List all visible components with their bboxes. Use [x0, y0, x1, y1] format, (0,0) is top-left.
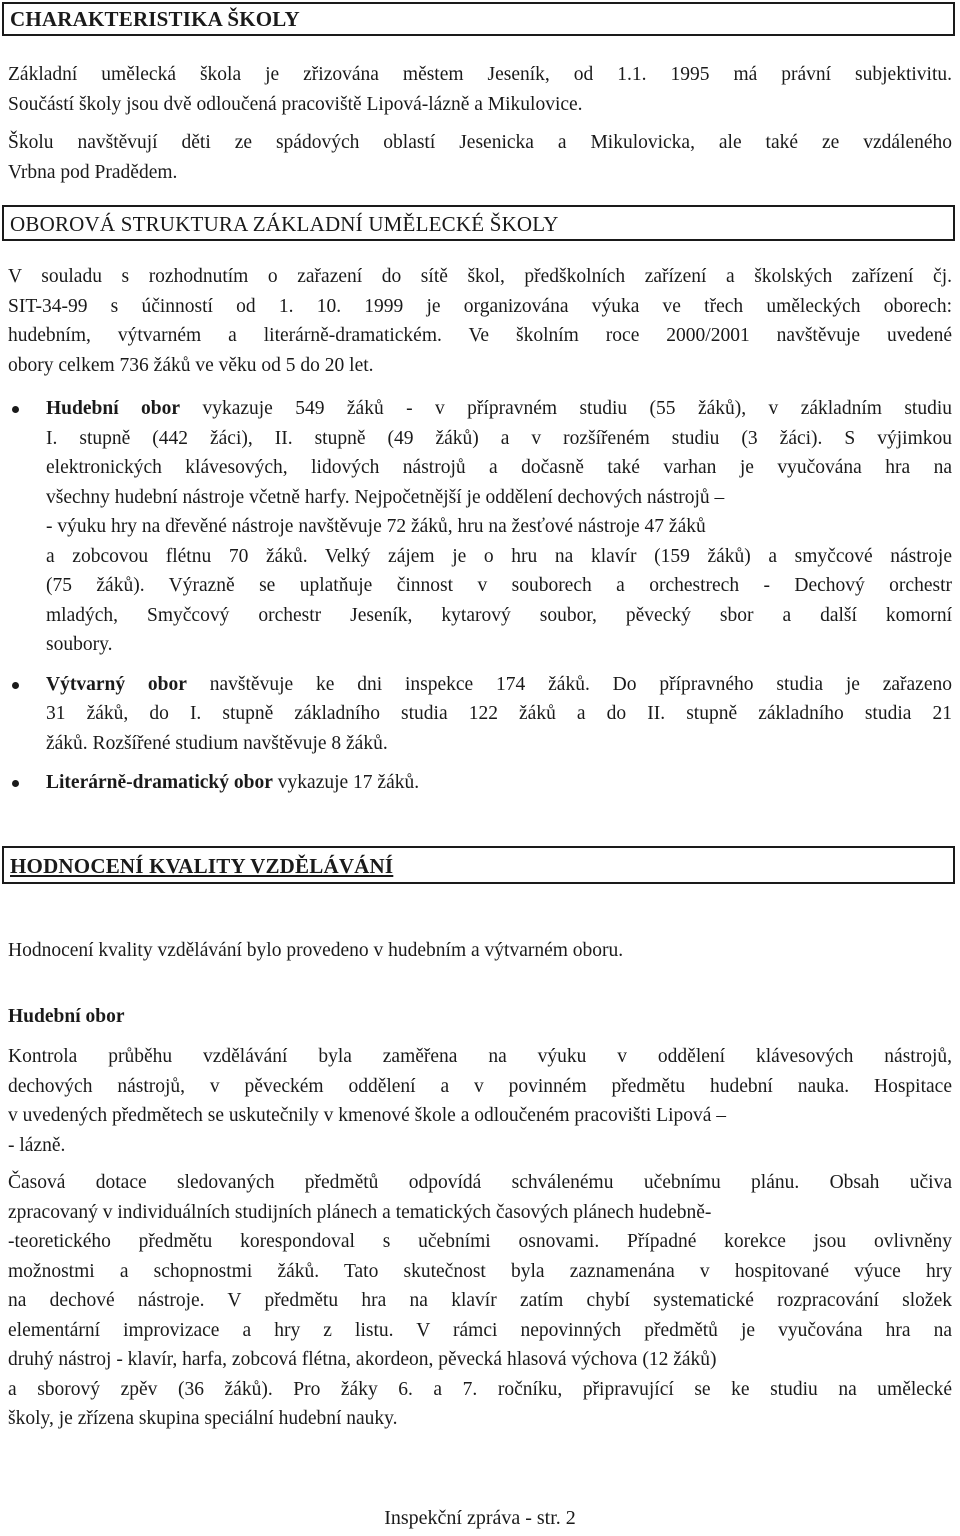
text-line: I. stupně (442 žáci), II. stupně (49 žáků) a v rozšířeném studiu (3 žáci). S výjimkou — [46, 427, 952, 449]
heading-text: CHARAKTERISTIKA ŠKOLY — [10, 7, 300, 31]
heading-text: HODNOCENÍ KVALITY VZDĚLÁVÁNÍ — [10, 854, 394, 878]
text-line: všechny hudební nástroje včetně harfy. Nejpočetnější je oddělení dechových nástrojů – — [46, 486, 725, 508]
text-line: možnostmi a schopnostmi žáků. Tato skutečnost byla zaznamenána v hospitované výuce hry — [8, 1260, 952, 1282]
text-span: vykazuje 17 žáků. — [272, 772, 420, 793]
field-name: Hudební obor — [46, 398, 181, 419]
bullet-icon — [12, 682, 19, 689]
section-heading-quality — [2, 846, 955, 884]
text-line: dechových nástrojů, v pěveckém oddělení a v povinném předmětu hudební nauka. Hospitace — [8, 1075, 952, 1097]
paragraph-quality-intro — [8, 936, 952, 966]
text-line: Kontrola průběhu vzdělávání byla zaměřena na výuku v oddělení klávesových nástrojů, — [8, 1046, 952, 1067]
text-line: V souladu s rozhodnutím o zařazení do sítě škol, předškolních zařízení a školských zařízení čj. — [8, 266, 952, 287]
text-line: soubory. — [46, 634, 113, 655]
text-line: a sborový zpěv (36 žáků). Pro žáky 6. a 7. ročníku, připravující se ke studiu na umělecké — [8, 1378, 952, 1400]
text-line: školy, je zřízena skupina speciální hudební nauky. — [8, 1408, 398, 1429]
text-line: SIT-34-99 s účinností od 1. 10. 1999 je organizována výuka ve třech uměleckých oborech: — [8, 295, 952, 317]
text-line: (75 žáků). Výrazně se uplatňuje činnost v souborech a orchestrech - Dechový orchestr — [46, 575, 952, 596]
paragraph-curriculum — [8, 1168, 952, 1434]
text-line: a zobcovou flétnu 70 žáků. Velký zájem je o hru na klavír (159 žáků) a smyčcové nástroje — [46, 545, 952, 567]
field-name: Literárně-dramatický obor — [46, 772, 273, 793]
paragraph-structure — [8, 262, 952, 380]
list-item-art — [8, 670, 952, 759]
text-line: Základní umělecká škola je zřizována městem Jeseník, od 1.1. 1995 má právní subjektivitu. — [8, 64, 952, 85]
paragraph-inspection-scope — [8, 1042, 952, 1160]
text-line: v uvedených předmětech se uskutečnily v kmenové škole a odloučeném pracovišti Lipová – — [8, 1105, 727, 1126]
list-item-music — [8, 394, 952, 660]
text-line: hudebním, výtvarném a literárně-dramatickém. Ve školním roce 2000/2001 navštěvuje uvedené — [8, 325, 952, 346]
text-line: Školu navštěvují děti ze spádových oblastí Jesenicka a Mikulovicka, ale také ze vzdáleného — [8, 132, 952, 153]
text-line: Hodnocení kvality vzdělávání bylo provedeno v hudebním a výtvarném oboru. — [8, 940, 624, 961]
text-line — [46, 768, 952, 798]
text-line: elementární improvizace a hry z listu. V rámci nepovinných předmětů je vyučována hra na — [8, 1319, 952, 1341]
text-line: druhý nástroj - klavír, harfa, zobcová flétna, akordeon, pěvecká hlasová výchova (12 žáků) — [8, 1349, 717, 1370]
text-line: na dechové nástroje. V předmětu hra na klavír zatím chybí systematické rozpracování složek — [8, 1290, 952, 1311]
section-heading-characteristics — [2, 2, 955, 36]
bullet-list-fields — [8, 394, 952, 798]
heading-text: OBOROVÁ STRUKTURA ZÁKLADNÍ UMĚLECKÉ ŠKOLY — [10, 212, 559, 236]
page-footer: Inspekční zpráva - str. 2 — [384, 1507, 576, 1529]
text-span: vykazuje 549 žáků - v přípravném studiu (55 žáků), v základním studiu — [180, 398, 952, 419]
field-name: Výtvarný obor — [46, 673, 187, 695]
text-line: - výuku hry na dřevěné nástroje navštěvuje 72 žáků, hru na žesťové nástroje 47 žáků — [46, 516, 706, 537]
text-line: elektronických klávesových, lidových nástrojů a dočasně také varhan je vyučována hra na — [46, 457, 952, 478]
text-line: Součástí školy jsou dvě odloučená pracoviště Lipová-lázně a Mikulovice. — [8, 93, 583, 115]
paragraph-school-founding — [8, 60, 952, 119]
text-line: Časová dotace sledovaných předmětů odpovídá schválenému učebnímu plánu. Obsah učiva — [8, 1172, 952, 1193]
text-line: mladých, Smyčcový orchestr Jeseník, kytarový soubor, pěvecký sbor a další komorní — [46, 604, 952, 626]
text-line: 31 žáků, do I. stupně základního studia 122 žáků a do II. stupně základního studia 21 — [46, 703, 952, 724]
list-item-drama — [8, 768, 952, 798]
text-line: - lázně. — [8, 1134, 66, 1156]
paragraph-catchment — [8, 128, 952, 187]
subheading-music-field: Hudební obor — [8, 1006, 125, 1027]
text-line — [46, 394, 952, 424]
text-line: zpracovaný v individuálních studijních plánech a tematických časových plánech hudebně- — [8, 1201, 712, 1223]
section-heading-structure — [2, 205, 955, 241]
text-line: obory celkem 736 žáků ve věku od 5 do 20 let. — [8, 354, 374, 376]
bullet-icon — [12, 780, 19, 787]
text-line: žáků. Rozšířené studium navštěvuje 8 žáků. — [46, 732, 388, 754]
text-line — [46, 670, 952, 700]
text-line: Vrbna pod Pradědem. — [8, 161, 178, 183]
text-span: navštěvuje ke dni inspekce 174 žáků. Do přípravného studia je zařazeno — [186, 673, 952, 695]
text-line: -teoretického předmětu korespondoval s učebními osnovami. Případné korekce jsou ovlivněny — [8, 1231, 952, 1252]
bullet-icon — [12, 406, 19, 413]
